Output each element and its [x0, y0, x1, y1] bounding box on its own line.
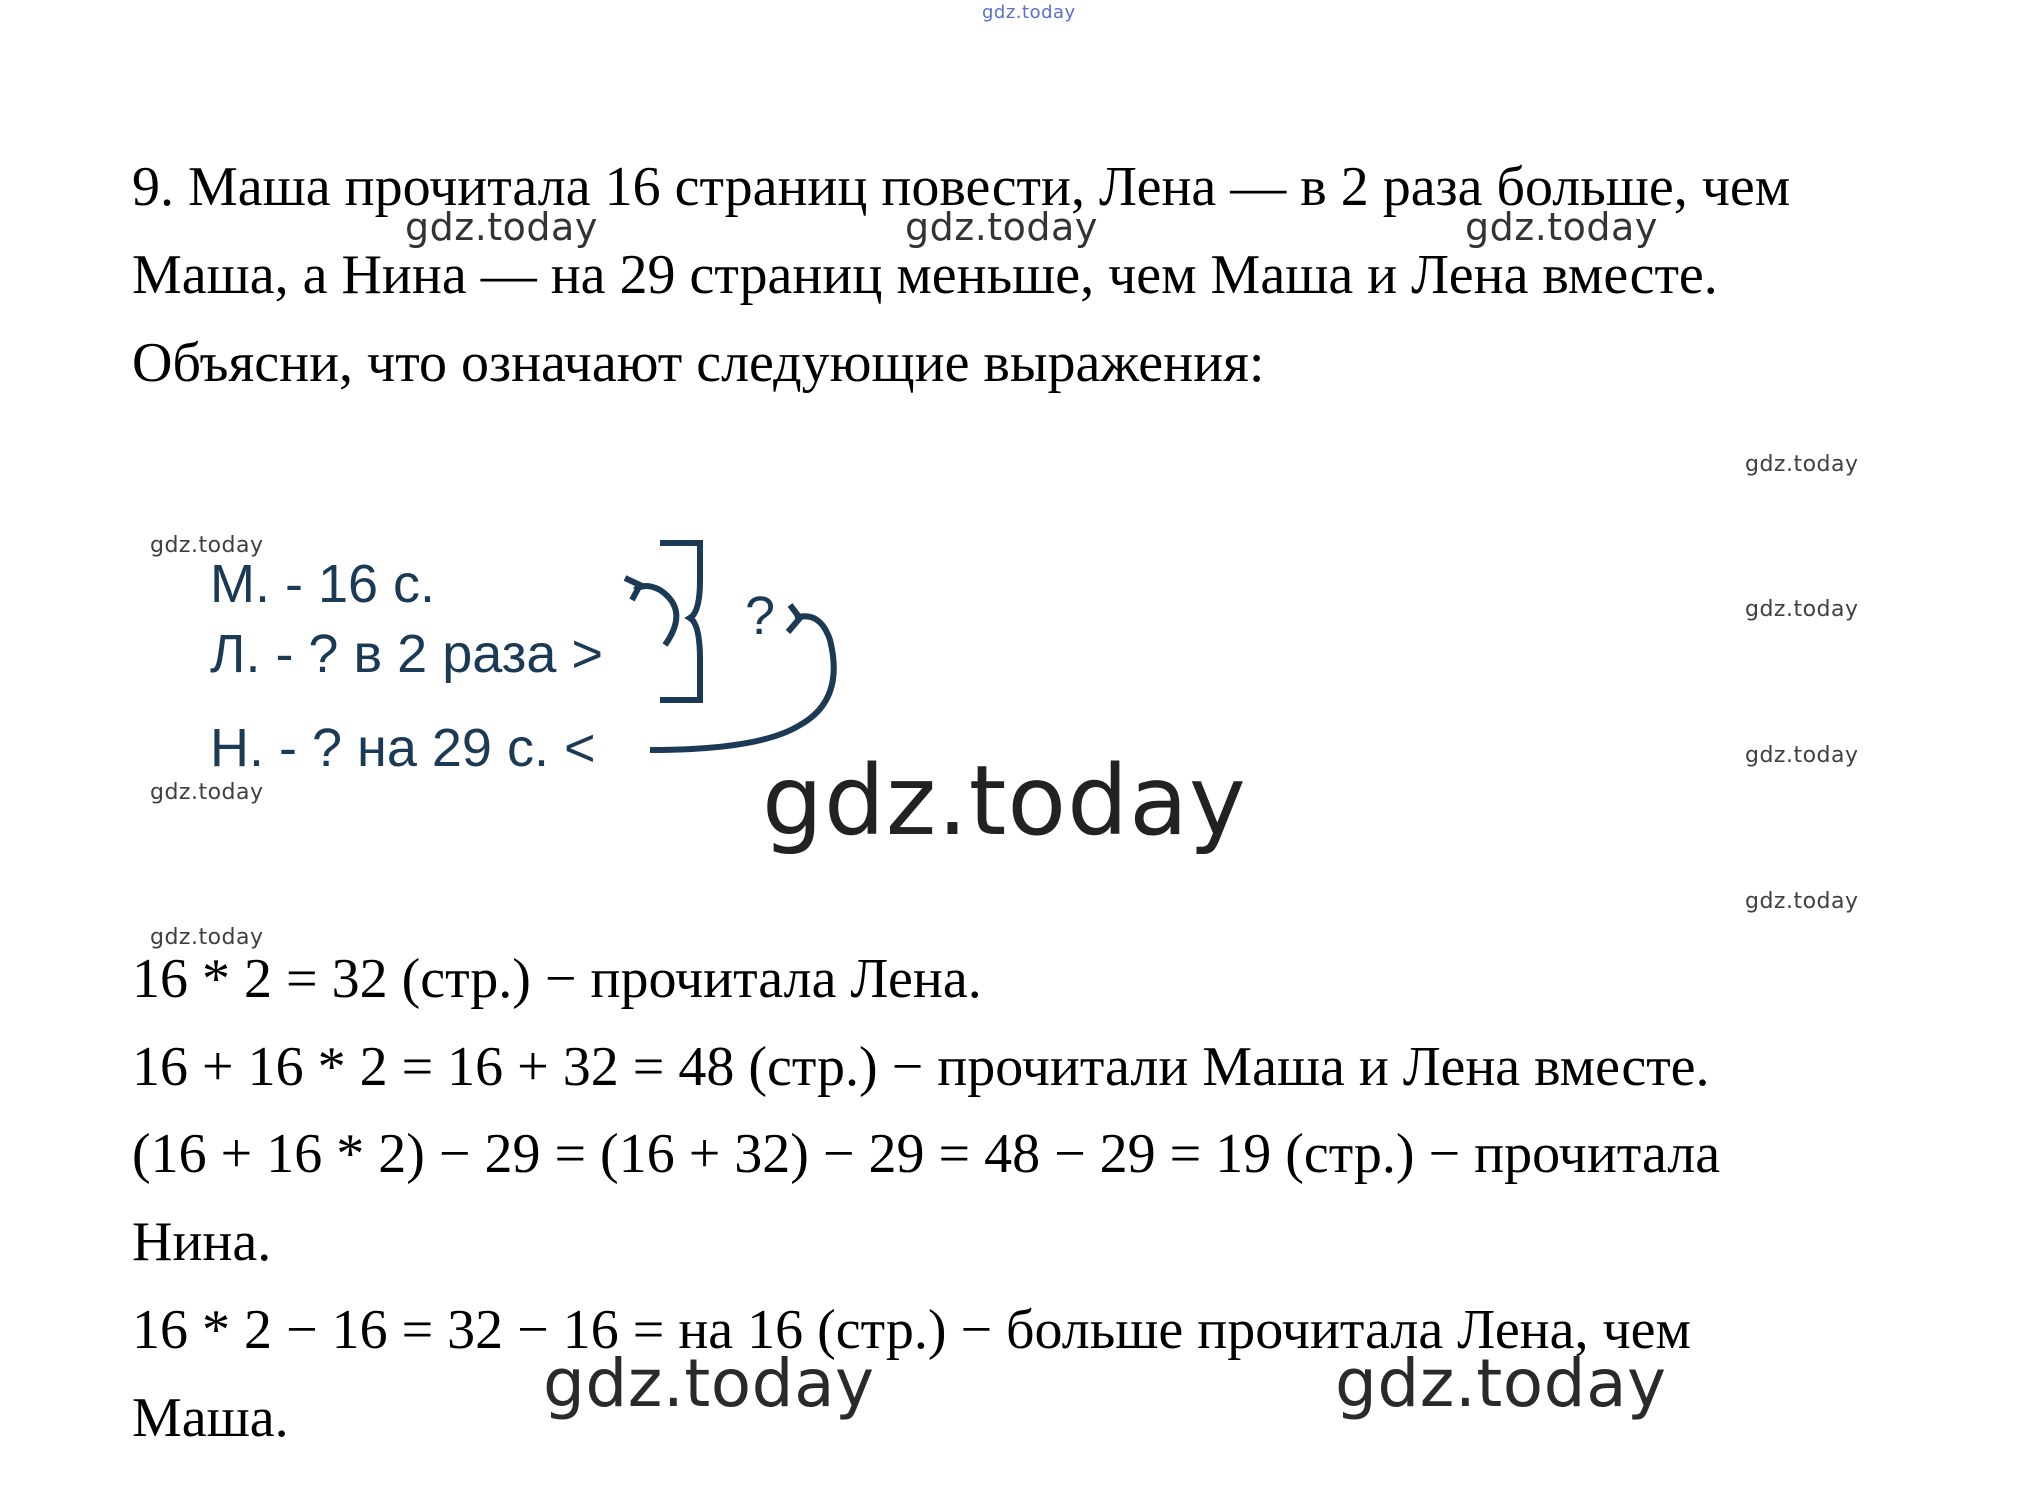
nina-to-question-arrow: [650, 616, 834, 750]
watermark: gdz.today: [1745, 889, 1859, 914]
scheme-masha: М. - 16 с.: [210, 554, 436, 614]
scheme-lena: Л. - ? в 2 раза >: [210, 624, 603, 684]
watermark: gdz.today: [1335, 1345, 1667, 1422]
solution-line-2: 16 + 16 * 2 = 16 + 32 = 48 (стр.) − прочитали Маша и Лена вместе.: [132, 1036, 1710, 1098]
watermark: gdz.today: [150, 925, 264, 950]
lena-to-masha-arrow: [635, 586, 676, 645]
watermark: gdz.today: [1745, 743, 1859, 768]
watermark: gdz.today: [1745, 452, 1859, 477]
problem-line-2: Маша, а Нина — на 29 страниц меньше, чем Маша и Лена вместе.: [132, 244, 1718, 306]
watermark-top: gdz.today: [982, 2, 1076, 23]
watermark: gdz.today: [1745, 597, 1859, 622]
solution-line-3: (16 + 16 * 2) − 29 = (16 + 32) − 29 = 48 − 29 = 19 (стр.) − прочитала: [132, 1123, 1721, 1185]
solution-line-4: Нина.: [132, 1211, 272, 1273]
solution-line-5: 16 * 2 − 16 = 32 − 16 = на 16 (стр.) − больше прочитала Лена, чем: [132, 1299, 1691, 1361]
problem-line-1: 9. Маша прочитала 16 страниц повести, Лена — в 2 раза больше, чем: [132, 156, 1791, 218]
watermark: gdz.today: [150, 780, 264, 805]
curly-brace: [660, 543, 700, 700]
watermark: gdz.today: [405, 205, 598, 249]
arrow-head-left: [625, 578, 640, 600]
watermark-big: gdz.today: [762, 745, 1247, 857]
watermark: gdz.today: [1465, 205, 1658, 249]
scheme-question: ?: [745, 586, 776, 646]
watermark: gdz.today: [905, 205, 1098, 249]
problem-line-3: Объясни, что означают следующие выражения:: [132, 332, 1265, 394]
watermark: gdz.today: [543, 1345, 875, 1422]
solution-line-6: Маша.: [132, 1387, 289, 1449]
solution-line-1: 16 * 2 = 32 (стр.) − прочитала Лена.: [132, 948, 982, 1010]
arrow-head-right: [788, 605, 800, 632]
scheme-nina: Н. - ? на 29 с. <: [210, 718, 596, 778]
watermark: gdz.today: [150, 533, 264, 558]
